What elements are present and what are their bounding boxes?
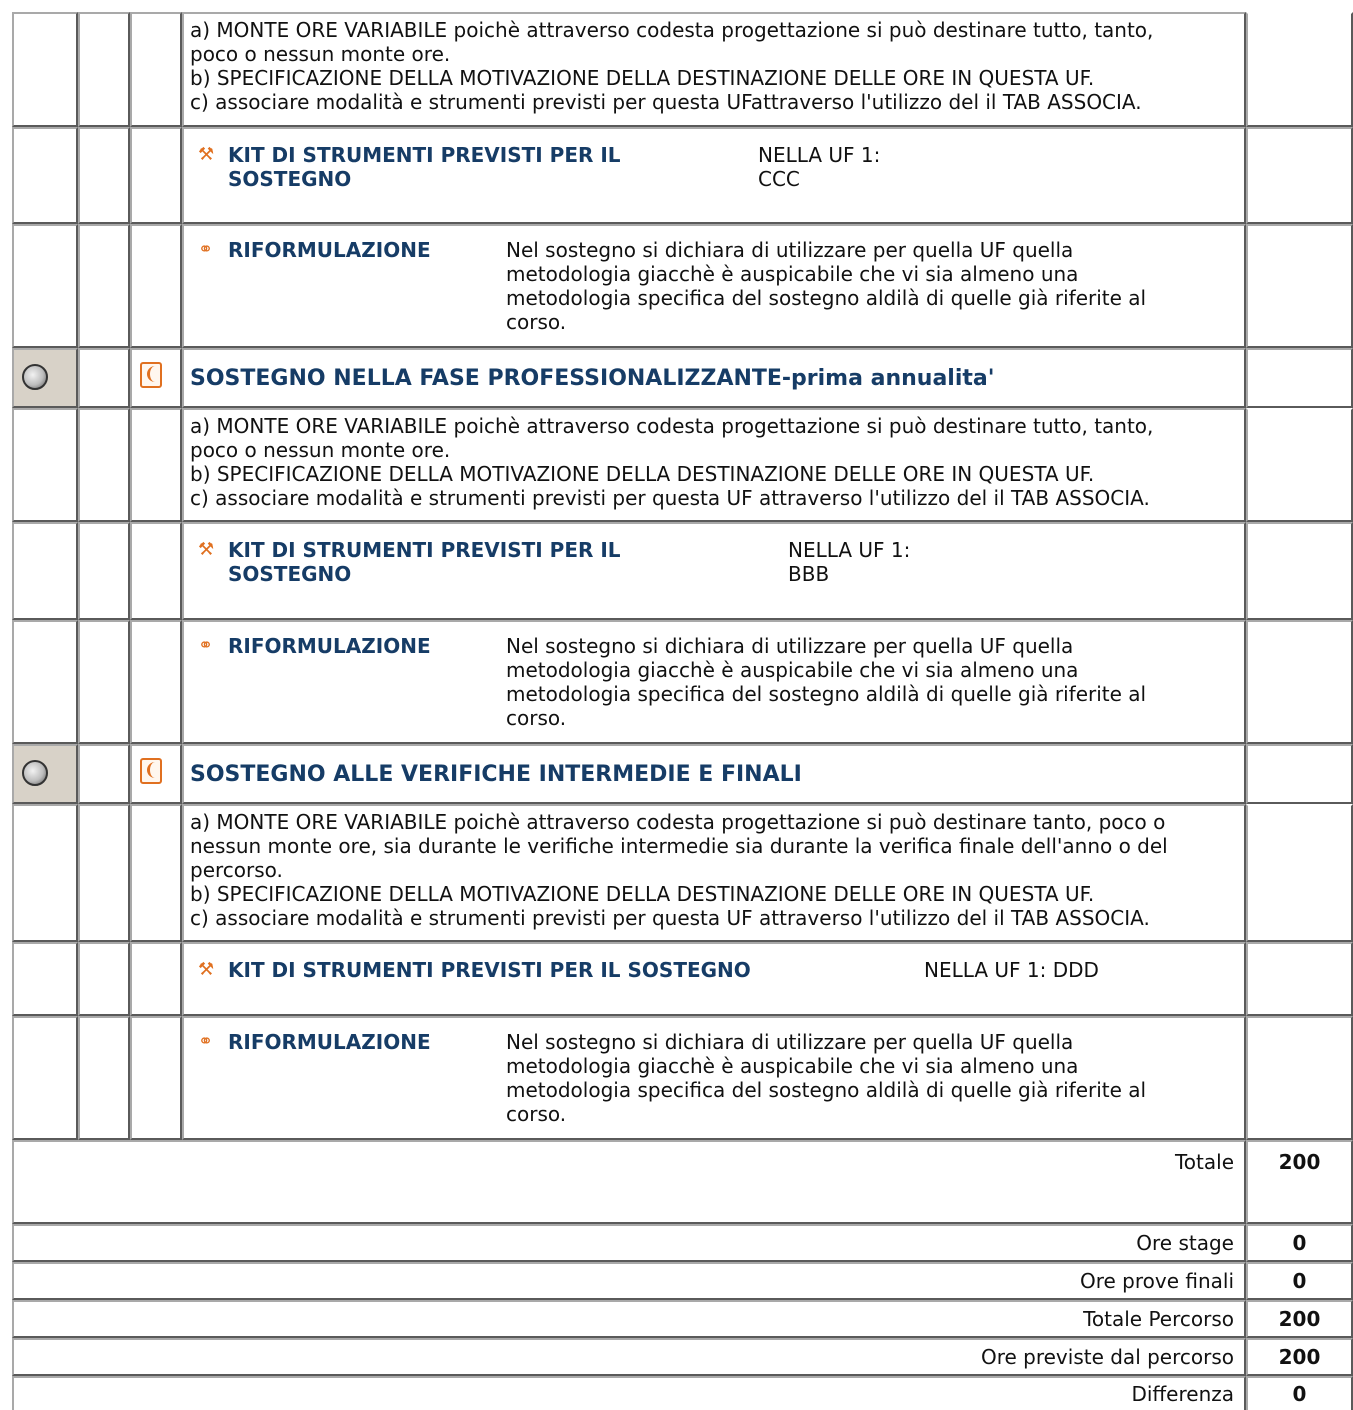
cell: [78, 1016, 130, 1140]
radio-cell[interactable]: [12, 744, 78, 804]
desc-row: [12, 12, 1353, 127]
cell: [78, 224, 130, 348]
cell: [1246, 127, 1353, 224]
cell: [12, 942, 78, 1016]
cell: [12, 804, 78, 942]
cell: [78, 408, 130, 522]
cell: [1246, 348, 1353, 408]
total-row: [12, 1300, 1353, 1338]
link-icon: ⚭: [198, 635, 214, 656]
rif-value: Nel sostegno si dichiara di utilizzare per quella UF quella metodologia giacchè è auspicabile che vi sia almeno una metodologia specifica del sostegno aldilà di quelle già riferite al corso.: [506, 1030, 1147, 1126]
total-label: Totale: [1174, 1150, 1234, 1174]
kit-cell: [182, 522, 1246, 620]
rif-cell: [182, 1016, 1246, 1140]
total-label: Ore stage: [1136, 1231, 1234, 1255]
tools-icon: ⚒: [198, 539, 215, 560]
radio-icon[interactable]: [22, 364, 48, 390]
total-value: 200: [1278, 1150, 1321, 1174]
radio-cell[interactable]: [12, 348, 78, 408]
cell: [78, 804, 130, 942]
cell: [130, 1016, 182, 1140]
kit-label: KIT DI STRUMENTI PREVISTI PER IL SOSTEGNO: [228, 143, 621, 191]
section-title: SOSTEGNO NELLA FASE PROFESSIONALIZZANTE-prima annualita': [190, 366, 995, 391]
kit-label: KIT DI STRUMENTI PREVISTI PER IL SOSTEGNO: [228, 958, 751, 982]
cell: [1246, 224, 1353, 348]
rif-row: [12, 1016, 1353, 1140]
total-value-cell: [1246, 1300, 1353, 1338]
section-title-cell: [182, 744, 1246, 804]
section-description: a) MONTE ORE VARIABILE poichè attraverso codesta progettazione si può destinare tutto, tanto, poco o nessun monte ore. b) SPECIFICAZIONE DELLA MOTIVAZIONE DELLA DESTINAZIONE DELLE ORE IN QUESTA UF. c) associare modalità e strumenti previsti per questa UF attraverso l'utilizzo del il TAB ASSOCIA.: [182, 408, 1246, 522]
total-value: 200: [1278, 1307, 1321, 1331]
total-label-cell: [12, 1300, 1246, 1338]
total-label-cell: [12, 1338, 1246, 1376]
cell: [1246, 744, 1353, 804]
cell: [1246, 942, 1353, 1016]
kit-value: NELLA UF 1: CCC: [758, 143, 881, 191]
kit-row: [12, 522, 1353, 620]
cell: [12, 620, 78, 744]
total-value: 0: [1292, 1231, 1307, 1255]
total-row: [12, 1338, 1353, 1376]
rif-cell: [182, 224, 1246, 348]
cell: [130, 408, 182, 522]
total-label: Ore prove finali: [1079, 1269, 1234, 1293]
kit-cell: [182, 942, 1246, 1016]
total-label: Ore previste dal percorso: [980, 1345, 1234, 1369]
section-description: a) MONTE ORE VARIABILE poichè attraverso codesta progettazione si può destinare tanto, poco o nessun monte ore, sia durante le verifiche intermedie sia durante la verifica finale dell'anno o del percorso. b) SPECIFICAZIONE DELLA MOTIVAZIONE DELLA DESTINAZIONE DELLE ORE IN QUESTA UF. c) associare modalità e strumenti previsti per questa UF attraverso l'utilizzo del il TAB ASSOCIA.: [182, 804, 1246, 942]
cell: [78, 127, 130, 224]
total-value-cell: [1246, 1140, 1353, 1224]
rif-label: RIFORMULAZIONE: [228, 1030, 431, 1054]
cell: [130, 522, 182, 620]
rif-value: Nel sostegno si dichiara di utilizzare per quella UF quella metodologia giacchè è auspicabile che vi sia almeno una metodologia specifica del sostegno aldilà di quelle già riferite al corso.: [506, 634, 1147, 730]
cell: [78, 620, 130, 744]
cell: [12, 408, 78, 522]
cell: [78, 522, 130, 620]
total-row: [12, 1376, 1353, 1410]
cell: [12, 522, 78, 620]
section-title-cell: [182, 348, 1246, 408]
total-value-cell: [1246, 1376, 1353, 1410]
total-value-cell: [1246, 1224, 1353, 1262]
desc-row: [12, 804, 1353, 942]
cell: [130, 804, 182, 942]
tools-icon: ⚒: [198, 144, 215, 165]
cell: [1246, 522, 1353, 620]
total-label-cell: [12, 1140, 1246, 1224]
total-value: 0: [1292, 1269, 1307, 1293]
total-label-cell: [12, 1224, 1246, 1262]
cell: [1246, 1016, 1353, 1140]
cell: [12, 12, 78, 127]
total-row: [12, 1140, 1353, 1224]
total-row: [12, 1224, 1353, 1262]
kit-row: [12, 942, 1353, 1016]
cell: [1246, 12, 1353, 127]
total-value-cell: [1246, 1338, 1353, 1376]
total-label: Totale Percorso: [1083, 1307, 1234, 1331]
rif-row: [12, 224, 1353, 348]
cell: [12, 127, 78, 224]
desc-row: [12, 408, 1353, 522]
book-cell[interactable]: [130, 348, 182, 408]
cell: [78, 12, 130, 127]
cell: [130, 12, 182, 127]
book-cell[interactable]: [130, 744, 182, 804]
kit-label: KIT DI STRUMENTI PREVISTI PER IL SOSTEGNO: [228, 538, 621, 586]
tools-icon: ⚒: [198, 959, 215, 980]
total-label-cell: [12, 1262, 1246, 1300]
link-icon: ⚭: [198, 239, 214, 260]
section-title: SOSTEGNO ALLE VERIFICHE INTERMEDIE E FINALI: [190, 762, 802, 787]
kit-row: [12, 127, 1353, 224]
rif-value: Nel sostegno si dichiara di utilizzare per quella UF quella metodologia giacchè è auspicabile che vi sia almeno una metodologia specifica del sostegno aldilà di quelle già riferite al corso.: [506, 238, 1147, 334]
cell: [130, 127, 182, 224]
cell: [12, 1016, 78, 1140]
rif-label: RIFORMULAZIONE: [228, 634, 431, 658]
cell: [130, 942, 182, 1016]
cell: [1246, 620, 1353, 744]
cell: [130, 620, 182, 744]
cell: [12, 224, 78, 348]
total-label-cell: [12, 1376, 1246, 1410]
section-description: a) MONTE ORE VARIABILE poichè attraverso codesta progettazione si può destinare tutto, tanto, poco o nessun monte ore. b) SPECIFICAZIONE DELLA MOTIVAZIONE DELLA DESTINAZIONE DELLE ORE IN QUESTA UF. c) associare modalità e strumenti previsti per questa UFattraverso l'utilizzo del il TAB ASSOCIA.: [182, 12, 1246, 127]
book-icon[interactable]: [140, 758, 162, 784]
kit-value: NELLA UF 1: BBB: [788, 538, 911, 586]
radio-icon[interactable]: [22, 760, 48, 786]
book-icon[interactable]: [140, 362, 162, 388]
cell: [1246, 408, 1353, 522]
cell: [1246, 804, 1353, 942]
total-value: 0: [1292, 1382, 1307, 1406]
rif-cell: [182, 620, 1246, 744]
section-header: [12, 348, 1353, 408]
total-label: Differenza: [1131, 1382, 1234, 1406]
kit-cell: [182, 127, 1246, 224]
total-row: [12, 1262, 1353, 1300]
cell: [78, 942, 130, 1016]
cell: [78, 348, 130, 408]
link-icon: ⚭: [198, 1031, 214, 1052]
rif-row: [12, 620, 1353, 744]
cell: [78, 744, 130, 804]
cell: [130, 224, 182, 348]
total-value-cell: [1246, 1262, 1353, 1300]
total-value: 200: [1278, 1345, 1321, 1369]
rif-label: RIFORMULAZIONE: [228, 238, 431, 262]
section-header: [12, 744, 1353, 804]
kit-value: NELLA UF 1: DDD: [924, 958, 1099, 982]
